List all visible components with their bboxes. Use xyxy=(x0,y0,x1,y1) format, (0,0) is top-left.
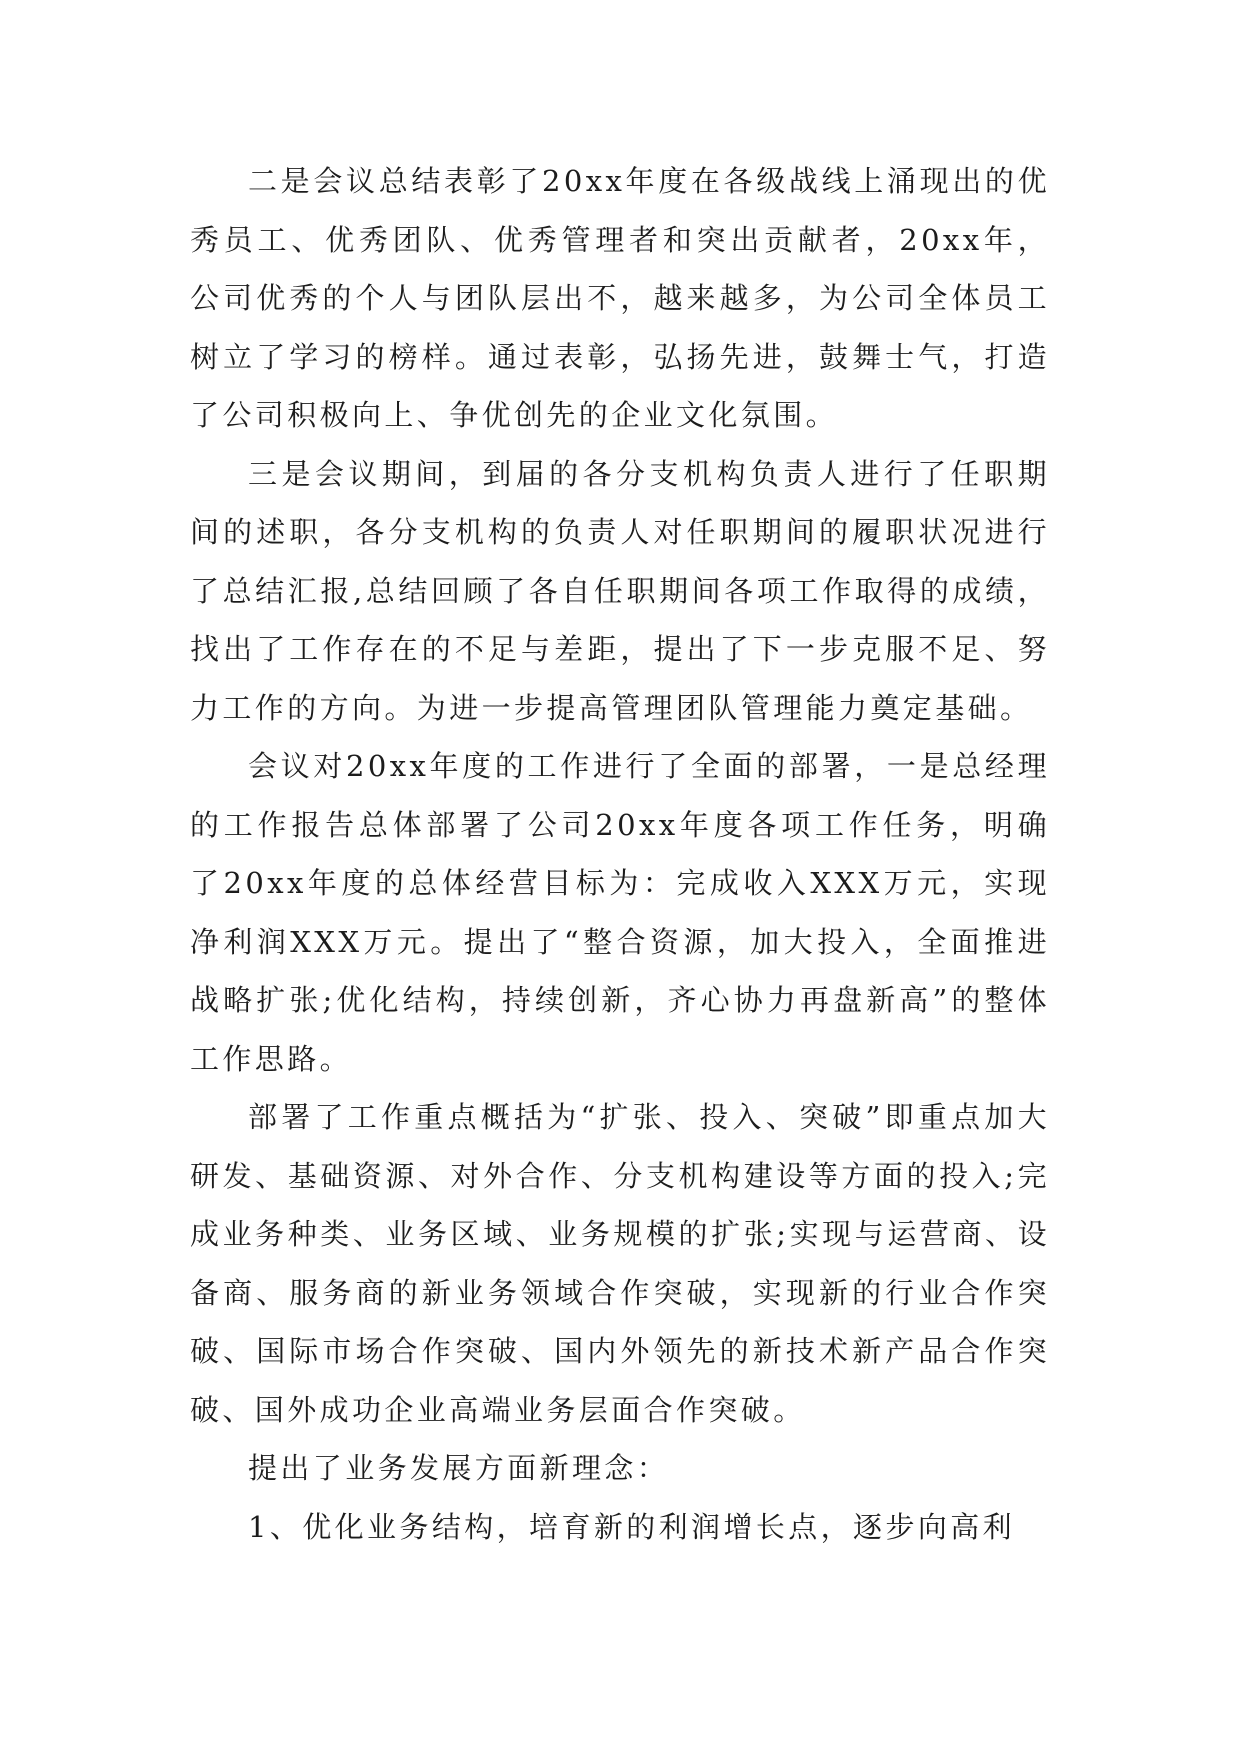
paragraph-commendation: 二是会议总结表彰了20xx年度在各级战线上涌现出的优秀员工、优秀团队、优秀管理者和突出贡献者，20xx年，公司优秀的个人与团队层出不，越来越多，为公司全体员工树立了学习的榜样。通过表彰，弘扬先进，鼓舞士气，打造了公司积极向上、争优创先的企业文化氛围。 xyxy=(190,164,1050,432)
paragraph-annual-deployment: 会议对20xx年度的工作进行了全面的部署，一是总经理的工作报告总体部署了公司20xx年度各项工作任务，明确了20xx年度的总体经营目标为：完成收入XXX万元，实现净利润XXX万元。提出了“整合资源，加大投入，全面推进战略扩张;优化结构，持续创新，齐心协力再盘新高”的整体工作思路。 xyxy=(190,749,1050,1076)
paragraph-list-item-1: 1、优化业务结构，培育新的利润增长点，逐步向高利 xyxy=(248,1509,1016,1544)
paragraph-work-priorities: 部署了工作重点概括为“扩张、投入、突破”即重点加大研发、基础资源、对外合作、分支机构建设等方面的投入;完成业务种类、业务区域、业务规模的扩张;实现与运营商、设备商、服务商的新业务领域合作突破，实现新的行业合作突破、国际市场合作突破、国内外领先的新技术新产品合作突破、国外成功企业高端业务层面合作突破。 xyxy=(190,1100,1050,1427)
paragraph-branch-reports: 三是会议期间，到届的各分支机构负责人进行了任职期间的述职，各分支机构的负责人对任职期间的履职状况进行了总结汇报,总结回顾了各自任职期间各项工作取得的成绩，找出了工作存在的不足与差距，提出了下一步克服不足、努力工作的方向。为进一步提高管理团队管理能力奠定基础。 xyxy=(190,456,1050,725)
document-body xyxy=(190,152,1050,1556)
paragraph-new-concepts-heading: 提出了业务发展方面新理念： xyxy=(248,1451,670,1485)
